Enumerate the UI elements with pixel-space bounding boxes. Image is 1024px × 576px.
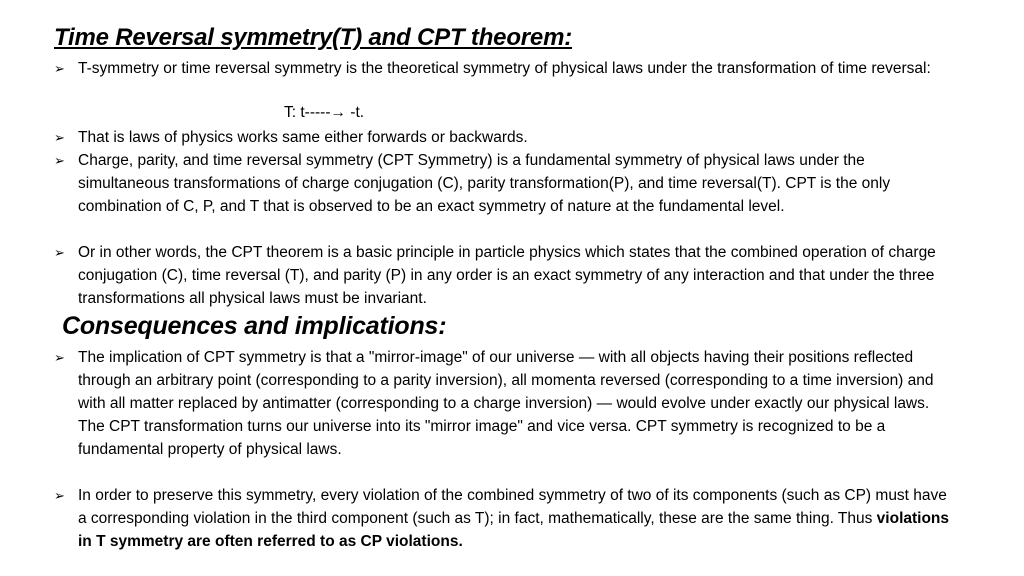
formula-time-reversal: T: t-----→ -t. <box>284 104 365 121</box>
bullet-text: The implication of CPT symmetry is that a "mirror-image" of our universe — with all objects having their positions reflected through an arbitrary point (corresponding to a parity inversion), all momenta reversed (corresponding to a time inversion) and with all matter replaced by antimatter (corresponding to a charge inversion) — would evolve under exactly our physical laws. The CPT transformation turns our universe into its "mirror image" and vice versa. CPT symmetry is recognized to be a fundamental property of physical laws. <box>78 349 934 458</box>
bullet-text: T-symmetry or time reversal symmetry is the theoretical symmetry of physical laws under the transformation of time reversal: <box>78 60 931 77</box>
bullet-text: That is laws of physics works same either forwards or backwards. <box>78 129 528 146</box>
bullet-text: Charge, parity, and time reversal symmetry (CPT Symmetry) is a fundamental symmetry of physical laws under the simultaneous transformations of charge conjugation (C), parity transformation(P), and time reversal(T). CPT is the only combination of C, P, and T that is observed to be an exact symmetry of nature at the fundamental level. <box>78 152 891 215</box>
bullet-text <box>78 484 954 553</box>
bullet-item <box>54 57 954 80</box>
section-title-time-reversal: Time Reversal symmetry(T) and CPT theorem: <box>54 24 572 51</box>
bullet-text-plain: In order to preserve this symmetry, every violation of the combined symmetry of two of its components (such as CP) must have a corresponding violation in the third component (such as T); in fact, mathematically, these are the same thing. Thus <box>78 487 947 527</box>
arrow-bullet-icon: ➢ <box>54 245 65 260</box>
bullet-item <box>54 346 954 461</box>
bullet-item <box>54 149 954 218</box>
section-title-consequences: Consequences and implications: <box>62 312 447 340</box>
bullet-text-bold: violations in T symmetry are often referred to as CP violations. <box>78 510 950 550</box>
arrow-bullet-icon: ➢ <box>54 488 65 503</box>
bullet-item <box>54 241 954 310</box>
bullet-item <box>54 126 954 149</box>
arrow-bullet-icon: ➢ <box>54 153 65 168</box>
arrow-bullet-icon: ➢ <box>54 61 65 76</box>
bullet-text: Or in other words, the CPT theorem is a basic principle in particle physics which states that the combined operation of charge conjugation (C), time reversal (T), and parity (P) in any order is an exact symmetry of any interaction and that under the three transformations all physical laws must be invariant. <box>78 244 936 307</box>
arrow-bullet-icon: ➢ <box>54 350 65 365</box>
bullet-item <box>54 484 954 553</box>
arrow-bullet-icon: ➢ <box>54 130 65 145</box>
